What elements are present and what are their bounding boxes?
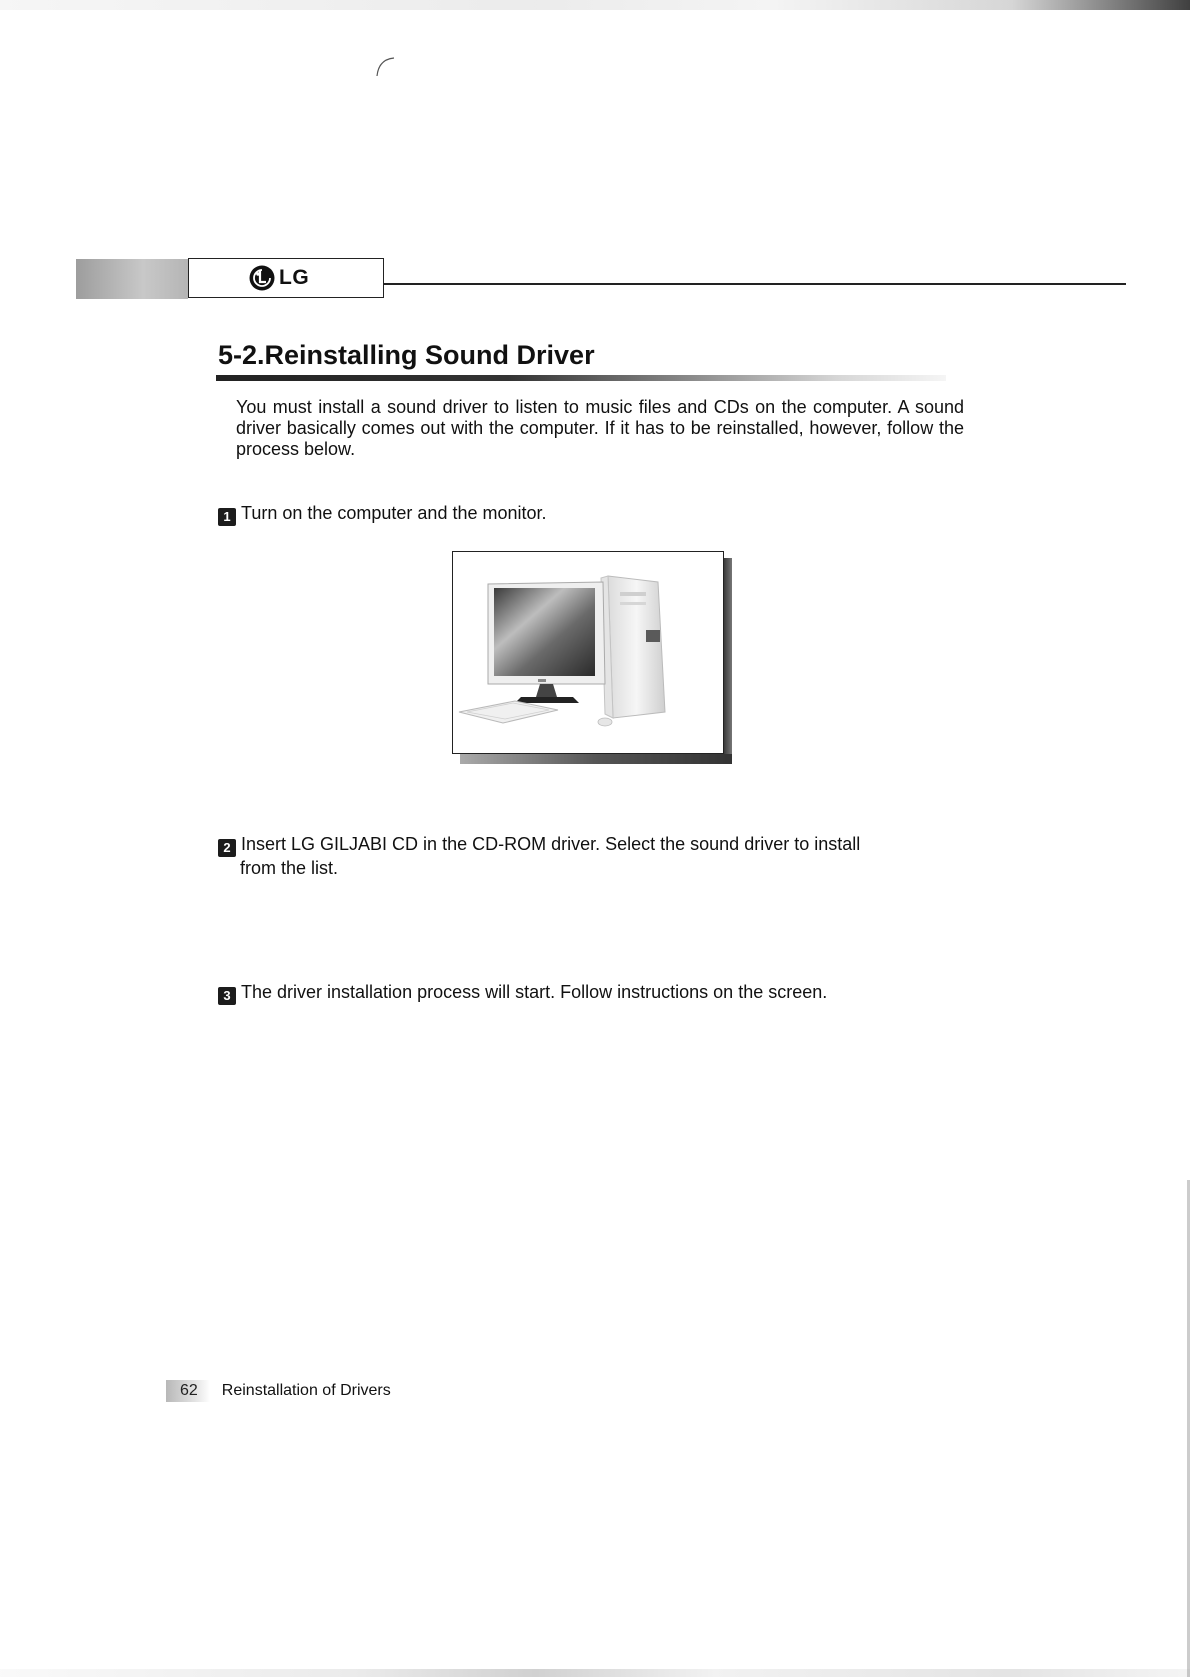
header-rule — [384, 283, 1126, 285]
scan-mark — [374, 54, 404, 78]
step-text: The driver installation process will start. Follow instructions on the screen. — [241, 982, 828, 1002]
step-text-continued: from the list. — [240, 858, 339, 878]
section-title: 5-2.Reinstalling Sound Driver — [218, 340, 595, 370]
step-text: Insert LG GILJABI CD in the CD-ROM driver. Select the sound driver to install — [241, 834, 861, 854]
intro-paragraph: You must install a sound driver to listen to music files and CDs on the computer. A sound driver basically comes out with the computer. If it has to be reinstalled, however, follow the process below. — [236, 397, 964, 459]
page-header — [76, 258, 1126, 300]
step-number-badge: 1 — [218, 508, 236, 526]
desktop-computer-with-monitor-icon — [453, 552, 722, 752]
step-number-badge: 2 — [218, 839, 236, 857]
title-underline — [216, 375, 946, 381]
scan-edge-top — [0, 0, 1190, 10]
scan-edge-bottom — [0, 1669, 1190, 1677]
step-text: Turn on the computer and the monitor. — [241, 503, 547, 523]
page-footer — [166, 1380, 391, 1402]
computer-figure — [452, 551, 724, 754]
step-2 — [218, 833, 958, 879]
header-gray-block — [76, 259, 188, 299]
lg-face-logo-icon — [249, 265, 275, 291]
step-3 — [218, 981, 827, 1005]
figure-shadow-bottom — [460, 754, 732, 764]
lg-brand-text: LG — [279, 266, 310, 289]
figure-shadow-right — [723, 558, 732, 764]
step-1 — [218, 502, 547, 526]
page-number: 62 — [166, 1380, 210, 1402]
lg-logo — [249, 265, 309, 291]
step-number-badge: 3 — [218, 987, 236, 1005]
header-logo-box — [188, 258, 384, 298]
footer-section-label: Reinstallation of Drivers — [221, 1382, 391, 1399]
